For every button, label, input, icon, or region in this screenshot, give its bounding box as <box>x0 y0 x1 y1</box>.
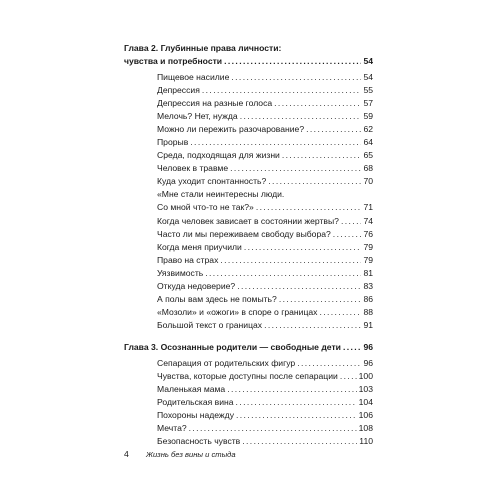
entry-title-line1: «Мне стали неинтересны люди. <box>157 189 285 199</box>
leader-dots <box>190 137 361 148</box>
chapter-2-title-line2: чувства и потребности <box>124 56 223 66</box>
toc-entry[interactable] <box>157 320 373 331</box>
entry-page: 59 <box>363 111 373 121</box>
leader-dots <box>240 111 362 122</box>
entry-page: 106 <box>358 410 373 420</box>
entry-page: 103 <box>358 384 373 394</box>
leader-dots <box>264 320 361 331</box>
entry-title: Откуда недоверие? <box>157 281 236 291</box>
toc-entry[interactable] <box>157 371 373 382</box>
entry-title: Уязвимость <box>157 268 204 278</box>
entry-title: Мелочь? Нет, нужда <box>157 111 238 121</box>
leader-dots <box>256 202 362 213</box>
leader-dots <box>236 410 357 421</box>
entry-title: Куда уходит спонтанность? <box>157 176 267 186</box>
chapter-2-entry[interactable] <box>124 56 373 67</box>
toc-entry[interactable] <box>157 397 373 408</box>
entry-title: Большой текст о границах <box>157 320 263 330</box>
entry-page: 96 <box>363 358 373 368</box>
toc-entry[interactable] <box>157 176 373 187</box>
toc-entry[interactable] <box>157 137 373 148</box>
leader-dots <box>340 371 357 382</box>
leader-dots <box>220 255 361 266</box>
entry-page: 110 <box>359 436 373 446</box>
toc-entry[interactable] <box>157 111 373 122</box>
toc-entry[interactable] <box>157 85 373 96</box>
leader-dots <box>297 358 361 369</box>
entry-page: 65 <box>363 150 373 160</box>
entry-page: 68 <box>363 163 373 173</box>
entry-title: «Мозоли» и «ожоги» в споре о границах <box>157 307 318 317</box>
leader-dots <box>333 229 362 240</box>
toc-entry[interactable] <box>157 229 373 240</box>
entry-page: 54 <box>363 72 373 82</box>
entry-title: Безопасность чувств <box>157 436 241 446</box>
entry-page: 81 <box>363 268 373 278</box>
entry-page: 108 <box>358 423 373 433</box>
entry-title: Право на страх <box>157 255 219 265</box>
entry-page: 79 <box>363 255 373 265</box>
leader-dots <box>244 242 362 253</box>
entry-title: Родительская вина <box>157 397 234 407</box>
toc-entry[interactable] <box>157 384 373 395</box>
entry-title: А полы вам здесь не помыть? <box>157 294 277 304</box>
chapter-3-page: 96 <box>363 342 373 352</box>
entry-title: Похороны надежду <box>157 410 234 420</box>
page-number: 4 <box>124 449 129 459</box>
chapter-2-title-line1: Глава 2. Глубинные права личности: <box>124 43 282 53</box>
entry-title: Со мной что-то не так?» <box>157 202 254 212</box>
entry-line2 <box>157 202 373 213</box>
entry-title: Можно ли пережить разочарование? <box>157 124 305 134</box>
leader-dots <box>224 56 361 67</box>
entry-page: 100 <box>358 371 373 381</box>
leader-dots <box>202 85 362 96</box>
toc-entry-multiline[interactable] <box>157 189 373 213</box>
chapter-3-title: Глава 3. Осознанные родители — свободные дети <box>124 342 341 352</box>
entry-page: 91 <box>363 320 373 330</box>
entry-title: Депрессия на разные голоса <box>157 98 273 108</box>
page-footer <box>124 449 236 460</box>
chapter-2-page: 54 <box>363 56 373 66</box>
entry-page: 57 <box>363 98 373 108</box>
toc-entry[interactable] <box>157 150 373 161</box>
leader-dots <box>242 436 357 447</box>
entry-title: Маленькая мама <box>157 384 226 394</box>
entry-title: Когда человек зависает в состоянии жертвы? <box>157 216 339 226</box>
entry-title: Депрессия <box>157 85 200 95</box>
entry-page: 71 <box>363 202 373 212</box>
entry-title: Чувства, которые доступны после сепарации <box>157 371 338 381</box>
toc-entry[interactable] <box>157 163 373 174</box>
entry-title: Человек в травме <box>157 163 229 173</box>
leader-dots <box>282 150 362 161</box>
entry-title: Когда меня приучили <box>157 242 242 252</box>
toc-entry[interactable] <box>157 124 373 135</box>
toc-entry[interactable] <box>157 358 373 369</box>
toc-entry[interactable] <box>157 294 373 305</box>
entry-page: 74 <box>363 216 373 226</box>
entry-title: Среда, подходящая для жизни <box>157 150 280 160</box>
entry-title: Прорыв <box>157 137 189 147</box>
leader-dots <box>230 163 361 174</box>
toc-entry[interactable] <box>157 268 373 279</box>
running-title: Жизнь без вины и стыда <box>146 450 236 459</box>
leader-dots <box>236 397 357 408</box>
toc-entry[interactable] <box>157 72 373 83</box>
leader-dots <box>227 384 356 395</box>
entry-page: 88 <box>363 307 373 317</box>
entry-page: 83 <box>363 281 373 291</box>
entry-page: 55 <box>363 85 373 95</box>
entry-title: Пищевое насилие <box>157 72 230 82</box>
leader-dots <box>237 281 361 292</box>
leader-dots <box>279 294 362 305</box>
entry-title: Мечта? <box>157 423 187 433</box>
entry-title: Сепарация от родительских фигур <box>157 358 296 368</box>
toc-entry[interactable] <box>157 216 373 227</box>
toc-entry[interactable] <box>157 242 373 253</box>
entry-page: 62 <box>363 124 373 134</box>
leader-dots <box>341 216 361 227</box>
toc-entry[interactable] <box>157 436 373 447</box>
entry-page: 79 <box>363 242 373 252</box>
entry-page: 70 <box>363 176 373 186</box>
leader-dots <box>343 342 362 353</box>
entry-page: 86 <box>363 294 373 304</box>
toc-entry[interactable] <box>157 423 373 434</box>
leader-dots <box>189 423 357 434</box>
leader-dots <box>306 124 361 135</box>
leader-dots <box>319 307 361 318</box>
toc-entry[interactable] <box>157 410 373 421</box>
toc-entry[interactable] <box>157 255 373 266</box>
leader-dots <box>231 72 361 83</box>
entry-title: Часто ли мы переживаем свободу выбора? <box>157 229 331 239</box>
chapter-3-entry[interactable] <box>124 342 373 353</box>
entry-page: 64 <box>363 137 373 147</box>
entry-page: 104 <box>358 397 373 407</box>
toc-entry[interactable] <box>157 307 373 318</box>
leader-dots <box>205 268 361 279</box>
toc-entry[interactable] <box>157 98 373 109</box>
entry-page: 76 <box>363 229 373 239</box>
toc-entry[interactable] <box>157 281 373 292</box>
leader-dots <box>274 98 361 109</box>
leader-dots <box>268 176 361 187</box>
